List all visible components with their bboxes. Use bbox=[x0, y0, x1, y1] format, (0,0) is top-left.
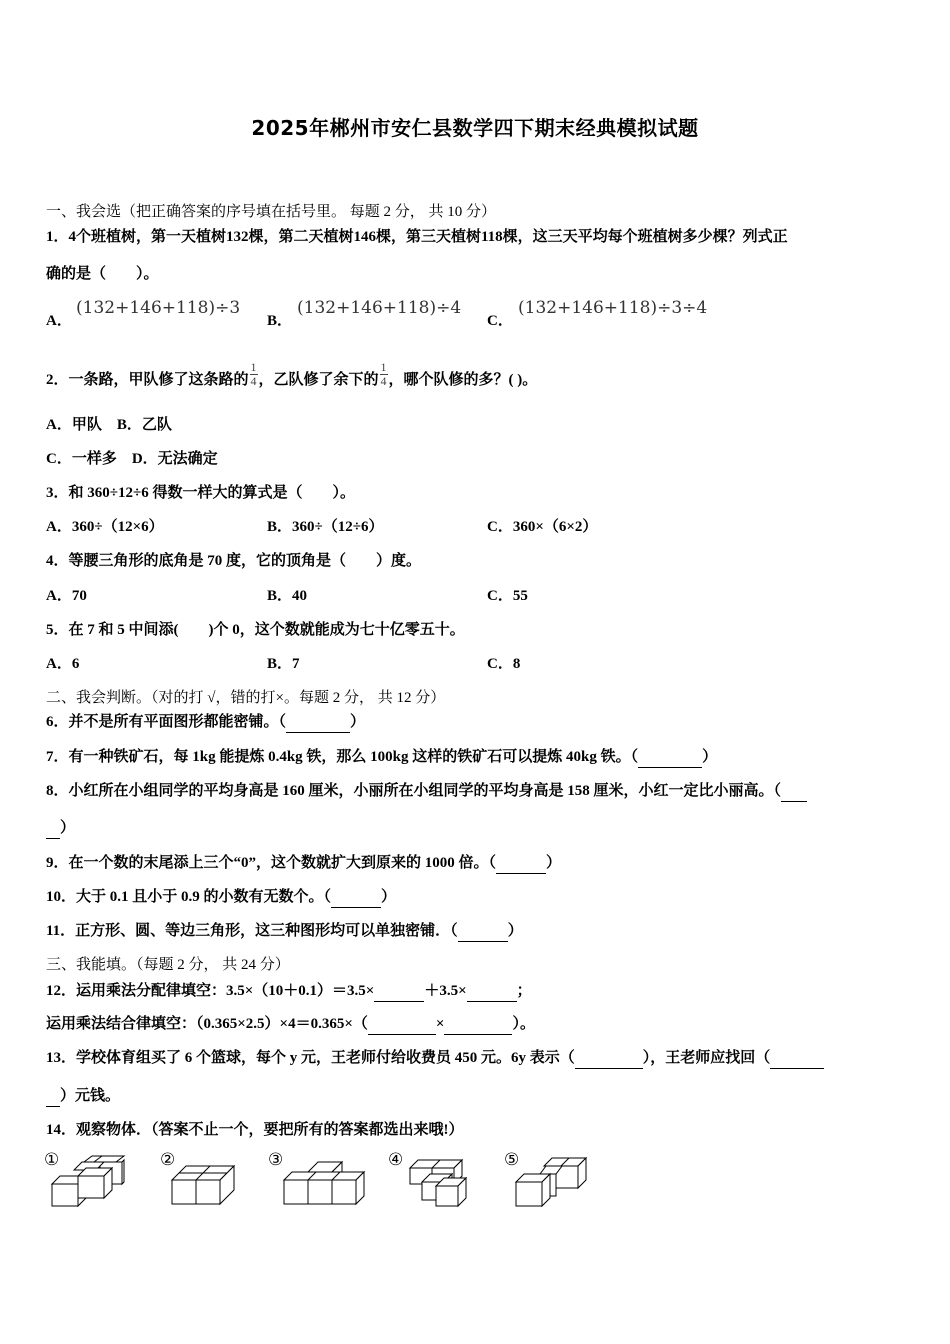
q5-option-c: C．8 bbox=[487, 656, 521, 672]
figure-2-cubes bbox=[160, 1150, 250, 1210]
q1-option-b-expression: (132+146+118)÷4 bbox=[297, 298, 462, 318]
section-3-heading: 三、我能填。（每题 2 分， 共 24 分） bbox=[46, 957, 290, 973]
q2-options-line-2: C．一样多 D．无法确定 bbox=[46, 451, 218, 467]
q5-option-a: A．6 bbox=[46, 656, 80, 672]
q13-text-2: ），王老师应找回（ bbox=[642, 1050, 771, 1066]
figure-1-cubes bbox=[44, 1150, 134, 1210]
figure-4-cubes bbox=[388, 1150, 478, 1210]
q2-text-part-1: 2．一条路，甲队修了这条路的 bbox=[46, 371, 249, 388]
q8-text: 8．小红所在小组同学的平均身高是 160 厘米，小丽所在小组同学的平均身高是 158 厘米，小红一定比小丽高。（ bbox=[46, 783, 782, 799]
question-11 bbox=[46, 921, 523, 942]
page-title: 2025年郴州市安仁县数学四下期末经典模拟试题 bbox=[251, 116, 699, 140]
q12-blank-2[interactable] bbox=[467, 981, 517, 1002]
figure-4-label: ④ bbox=[388, 1150, 404, 1170]
q6-close: ） bbox=[350, 714, 366, 730]
q8-close: ） bbox=[60, 820, 76, 836]
q11-answer-blank[interactable] bbox=[458, 921, 508, 942]
q12-text-5: × bbox=[435, 1016, 445, 1032]
figure-5-cubes bbox=[504, 1150, 600, 1210]
question-3: 3．和 360÷12÷6 得数一样大的算式是（ ）。 bbox=[46, 485, 355, 501]
q4-option-b: B．40 bbox=[267, 588, 308, 604]
question-2 bbox=[46, 360, 538, 393]
question-6 bbox=[46, 712, 365, 733]
q6-text: 6．并不是所有平面图形都能密铺。（ bbox=[46, 714, 287, 730]
q2-text-part-2: ，乙队修了余下的 bbox=[258, 371, 379, 388]
section-1-heading: 一、我会选（把正确答案的序号填在括号里。 每题 2 分， 共 10 分） bbox=[46, 204, 497, 220]
question-8-continued bbox=[46, 818, 75, 839]
q9-answer-blank[interactable] bbox=[496, 853, 546, 874]
figure-5-label: ⑤ bbox=[504, 1150, 520, 1170]
figure-3-cubes bbox=[268, 1150, 368, 1210]
q3-option-c: C．360×（6×2） bbox=[487, 519, 598, 535]
q3-option-b: B．360÷（12÷6） bbox=[267, 519, 384, 535]
question-13-line-1 bbox=[46, 1048, 824, 1069]
q12-text-6: ）。 bbox=[512, 1016, 535, 1032]
q1-option-a-label: A． bbox=[46, 313, 72, 329]
question-10 bbox=[46, 887, 396, 908]
fraction-denominator: 4 bbox=[250, 374, 257, 388]
q2-text-part-3: ，哪个队修的多？( )。 bbox=[388, 371, 538, 388]
question-8 bbox=[46, 781, 807, 802]
fraction-numerator: 1 bbox=[250, 360, 257, 374]
q11-text: 11．正方形、圆、等边三角形，这三种图形均可以单独密铺．（ bbox=[46, 923, 458, 939]
q13-blank-1[interactable] bbox=[575, 1048, 643, 1069]
q1-option-c-label: C． bbox=[487, 313, 513, 329]
question-13-line-2 bbox=[46, 1086, 120, 1107]
question-14: 14．观察物体．（答案不止一个，要把所有的答案都选出来哦!） bbox=[46, 1122, 464, 1138]
question-12-line-2 bbox=[46, 1014, 535, 1035]
q12-text-1: 12．运用乘法分配律填空：3.5×（10＋0.1）＝3.5× bbox=[46, 983, 375, 999]
q13-text-3: ）元钱。 bbox=[60, 1088, 121, 1104]
q2-fraction-2 bbox=[380, 362, 388, 387]
q1-option-b-label: B． bbox=[267, 313, 293, 329]
q4-option-a: A．70 bbox=[46, 588, 87, 604]
q12-text-3: ； bbox=[516, 983, 532, 999]
q6-answer-blank[interactable] bbox=[286, 712, 350, 733]
q10-answer-blank[interactable] bbox=[331, 887, 381, 908]
q7-answer-blank[interactable] bbox=[638, 747, 702, 768]
q12-text-2: ＋3.5× bbox=[424, 983, 467, 999]
q11-close: ） bbox=[507, 923, 523, 939]
question-5: 5．在 7 和 5 中间添( )个 0，这个数就能成为七十亿零五十。 bbox=[46, 622, 465, 638]
q13-blank-2-continued[interactable] bbox=[46, 1086, 60, 1107]
q1-option-c-expression: (132+146+118)÷3÷4 bbox=[518, 298, 708, 318]
question-1-line-2: 确的是（ ）。 bbox=[46, 266, 159, 282]
q7-text: 7．有一种铁矿石，每 1kg 能提炼 0.4kg 铁，那么 100kg 这样的铁矿石可以提炼 40kg 铁。（ bbox=[46, 749, 639, 765]
q4-option-c: C．55 bbox=[487, 588, 528, 604]
q8-answer-blank[interactable] bbox=[781, 781, 807, 802]
q13-text-1: 13．学校体育组买了 6 个篮球，每个 y 元，王老师付给收费员 450 元。6y 表示（ bbox=[46, 1050, 575, 1066]
q10-close: ） bbox=[381, 889, 397, 905]
figure-3-label: ③ bbox=[268, 1150, 284, 1170]
question-1-line-1: 1．4个班植树，第一天植树132棵，第二天植树146棵，第三天植树118棵，这三天平均每个班植树多少棵？列式正 bbox=[46, 229, 788, 245]
q9-text: 9．在一个数的末尾添上三个“0”，这个数就扩大到原来的 1000 倍。（ bbox=[46, 855, 497, 871]
q12-blank-4[interactable] bbox=[444, 1014, 512, 1035]
q12-blank-1[interactable] bbox=[374, 981, 424, 1002]
section-2-heading: 二、我会判断。（对的打 √，错的打×。每题 2 分， 共 12 分） bbox=[46, 690, 446, 706]
q5-option-b: B．7 bbox=[267, 656, 300, 672]
fraction-numerator: 1 bbox=[380, 360, 387, 374]
q7-close: ） bbox=[702, 749, 718, 765]
q9-close: ） bbox=[546, 855, 562, 871]
q12-text-4: 运用乘法结合律填空：（0.365×2.5）×4＝0.365×（ bbox=[46, 1016, 368, 1032]
q2-options-line-1: A．甲队 B．乙队 bbox=[46, 417, 172, 433]
question-4: 4．等腰三角形的底角是 70 度，它的顶角是（ ）度。 bbox=[46, 553, 422, 569]
q8-answer-blank-continued[interactable] bbox=[46, 818, 60, 839]
question-9 bbox=[46, 853, 561, 874]
q13-blank-2[interactable] bbox=[770, 1048, 824, 1069]
question-12-line-1 bbox=[46, 981, 532, 1002]
q12-blank-3[interactable] bbox=[368, 1014, 436, 1035]
q1-option-a-expression: (132+146+118)÷3 bbox=[76, 298, 241, 318]
question-7 bbox=[46, 747, 717, 768]
fraction-denominator: 4 bbox=[380, 374, 387, 388]
q2-fraction-1 bbox=[250, 362, 258, 387]
q10-text: 10．大于 0.1 且小于 0.9 的小数有无数个。（ bbox=[46, 889, 332, 905]
q3-option-a: A．360÷（12×6） bbox=[46, 519, 164, 535]
figure-1-label: ① bbox=[44, 1150, 60, 1170]
figure-2-label: ② bbox=[160, 1150, 176, 1170]
